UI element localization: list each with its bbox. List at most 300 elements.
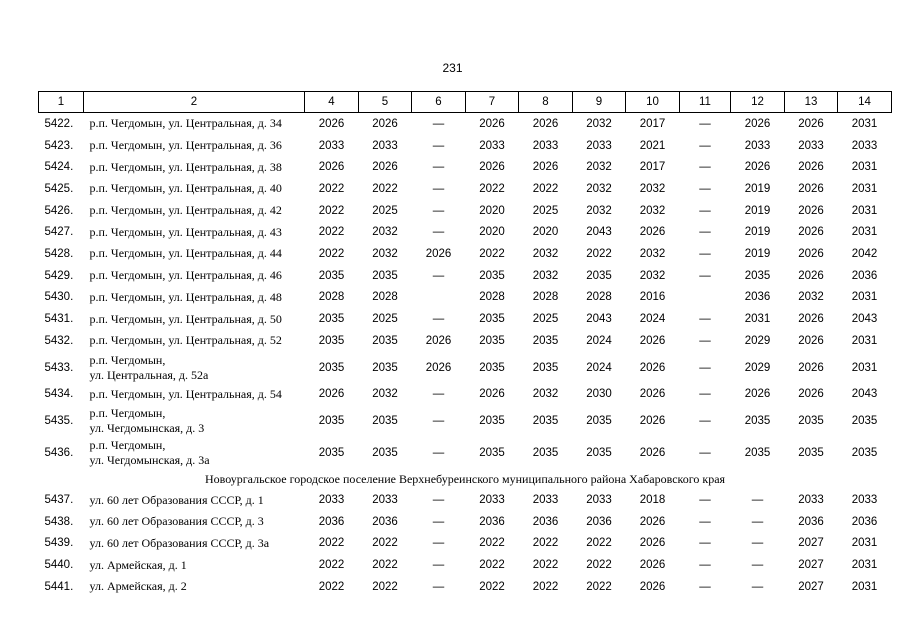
table-row — [39, 221, 892, 243]
table-row — [39, 135, 892, 157]
address-cell: р.п. Чегдомын, ул. Центральная, д. 40 — [89, 181, 282, 196]
year-cell: — — [699, 388, 711, 401]
year-cell: 2018 — [639, 494, 666, 507]
year-cell: 2022 — [318, 226, 345, 239]
year-cell: 2026 — [425, 361, 452, 374]
row-number: 5427. — [44, 226, 74, 239]
year-cell: 2026 — [479, 117, 505, 130]
year-cell: 2026 — [639, 361, 666, 374]
address-cell — [84, 405, 305, 437]
year-cell: 2032 — [532, 269, 559, 282]
year-cell: 2022 — [318, 204, 345, 217]
address-cell: р.п. Чегдомын, ул. Центральная, д. 48 — [89, 289, 282, 304]
year-cell: 2032 — [586, 117, 612, 130]
year-cell: 2032 — [532, 388, 559, 401]
year-cell: 2032 — [372, 226, 398, 239]
address-cell: р.п. Чегдомын, ул. Центральная, д. 52 — [89, 333, 282, 348]
table-row — [39, 489, 892, 511]
year-cell: 2033 — [586, 494, 612, 507]
year-cell: 2031 — [851, 117, 878, 130]
row-number: 5433. — [44, 361, 74, 374]
year-cell: 2026 — [798, 204, 824, 217]
year-cell: 2035 — [372, 415, 398, 428]
year-cell: 2030 — [586, 388, 612, 401]
year-cell: 2022 — [479, 247, 505, 260]
year-cell: — — [699, 580, 711, 593]
year-cell: 2035 — [479, 334, 505, 347]
year-cell: 2022 — [318, 559, 345, 572]
year-cell: 2035 — [372, 447, 398, 460]
year-cell: 2043 — [586, 226, 612, 239]
year-cell: — — [699, 247, 711, 260]
year-cell: 2033 — [851, 494, 878, 507]
table-row — [39, 511, 892, 533]
address-cell: р.п. Чегдомын, ул. Центральная, д. 38 — [89, 159, 282, 174]
year-cell: 2017 — [639, 161, 666, 174]
year-cell: — — [699, 313, 711, 326]
year-cell: 2022 — [479, 182, 505, 195]
year-cell: — — [432, 559, 445, 572]
row-number: 5426. — [44, 204, 74, 217]
row-number: 5436. — [44, 447, 74, 460]
year-cell: 2026 — [639, 559, 666, 572]
year-cell: 2022 — [372, 182, 398, 195]
year-cell: 2026 — [532, 161, 559, 174]
address-line-1: р.п. Чегдомын, — [89, 438, 166, 453]
row-number: 5438. — [44, 515, 74, 528]
year-cell: 2032 — [639, 269, 666, 282]
column-header: 4 — [305, 92, 359, 113]
year-cell: 2026 — [639, 447, 666, 460]
address-cell: ул. 60 лет Образования СССР, д. 1 — [89, 492, 264, 507]
year-cell: 2026 — [639, 415, 666, 428]
row-number: 5423. — [44, 139, 74, 152]
year-cell: 2033 — [318, 494, 345, 507]
year-cell: 2022 — [318, 580, 345, 593]
address-line-2: ул. Чегдомынская, д. 3а — [89, 453, 210, 468]
year-cell: — — [699, 559, 711, 572]
table-row — [39, 265, 892, 287]
address-cell: р.п. Чегдомын, ул. Центральная, д. 42 — [89, 203, 282, 218]
year-cell: 2032 — [639, 247, 666, 260]
year-cell: 2031 — [851, 204, 878, 217]
year-cell: 2035 — [479, 269, 505, 282]
year-cell: 2020 — [532, 226, 559, 239]
year-cell: 2022 — [586, 580, 612, 593]
year-cell: 2020 — [479, 204, 505, 217]
year-cell: — — [432, 226, 445, 239]
table-row — [39, 200, 892, 222]
year-cell: — — [432, 269, 445, 282]
year-cell: — — [751, 494, 764, 507]
column-header: 8 — [519, 92, 573, 113]
year-cell: 2035 — [851, 447, 878, 460]
year-cell: 2024 — [639, 313, 666, 326]
year-cell: — — [699, 447, 711, 460]
year-cell: 2021 — [639, 139, 666, 152]
column-header-row — [39, 92, 892, 113]
year-cell: 2026 — [744, 117, 771, 130]
year-cell: 2026 — [318, 117, 345, 130]
year-cell: — — [699, 182, 711, 195]
column-header: 2 — [84, 92, 305, 113]
year-cell: 2022 — [586, 247, 612, 260]
year-cell: 2032 — [372, 247, 398, 260]
year-cell: 2027 — [798, 537, 824, 550]
year-cell: 2033 — [318, 139, 345, 152]
address-cell: р.п. Чегдомын, ул. Центральная, д. 43 — [89, 224, 282, 239]
year-cell: 2028 — [586, 291, 612, 304]
year-cell: 2025 — [532, 204, 559, 217]
year-cell: 2032 — [586, 182, 612, 195]
year-cell: 2033 — [744, 139, 771, 152]
row-number: 5437. — [44, 494, 74, 507]
address-cell — [84, 437, 305, 469]
year-cell: 2026 — [425, 334, 452, 347]
year-cell: — — [699, 161, 711, 174]
table-row — [39, 287, 892, 309]
column-header: 11 — [680, 92, 731, 113]
year-cell: 2033 — [372, 494, 398, 507]
year-cell: 2036 — [479, 515, 505, 528]
table-row — [39, 308, 892, 330]
address-cell: р.п. Чегдомын, ул. Центральная, д. 54 — [89, 386, 282, 401]
table-row — [39, 576, 892, 598]
table-row — [39, 352, 892, 384]
year-cell: 2016 — [639, 291, 666, 304]
year-cell: 2035 — [479, 415, 505, 428]
year-cell: — — [699, 334, 711, 347]
row-number: 5435. — [44, 415, 74, 428]
year-cell: — — [699, 204, 711, 217]
column-header: 9 — [573, 92, 626, 113]
section-title: Новоургальское городское поселение Верхнебуреинского муниципального района Хабаровского края — [204, 471, 726, 486]
year-cell: 2027 — [798, 559, 824, 572]
year-cell: — — [751, 580, 764, 593]
year-cell: — — [432, 117, 445, 130]
year-cell: — — [432, 415, 445, 428]
year-cell: 2035 — [532, 361, 559, 374]
year-cell: 2022 — [479, 580, 505, 593]
table-row — [39, 178, 892, 200]
year-cell: 2031 — [851, 334, 878, 347]
row-number: 5428. — [44, 247, 74, 260]
year-cell: 2026 — [479, 388, 505, 401]
year-cell: 2029 — [744, 334, 771, 347]
year-cell: 2035 — [479, 313, 505, 326]
row-number: 5429. — [44, 269, 74, 282]
year-cell: 2022 — [532, 559, 559, 572]
year-cell: — — [751, 515, 764, 528]
year-cell: 2026 — [639, 537, 666, 550]
table-row — [39, 243, 892, 265]
year-cell: 2026 — [372, 161, 398, 174]
year-cell: — — [699, 226, 711, 239]
year-cell: 2035 — [798, 447, 824, 460]
year-cell: 2031 — [851, 537, 878, 550]
year-cell: 2026 — [479, 161, 505, 174]
row-number: 5440. — [44, 559, 74, 572]
year-cell: 2026 — [798, 388, 824, 401]
year-cell: — — [432, 580, 445, 593]
address-cell: ул. 60 лет Образования СССР, д. 3а — [89, 535, 270, 550]
year-cell: 2028 — [532, 291, 559, 304]
year-cell: 2026 — [798, 247, 824, 260]
address-cell — [84, 352, 305, 384]
year-cell: 2035 — [318, 447, 345, 460]
year-cell: 2035 — [798, 415, 824, 428]
year-cell: 2024 — [586, 334, 612, 347]
year-cell: — — [432, 388, 445, 401]
year-cell: 2022 — [318, 247, 345, 260]
year-cell: 2043 — [851, 313, 878, 326]
year-cell: 2035 — [372, 361, 398, 374]
year-cell: 2019 — [744, 226, 771, 239]
row-number: 5425. — [44, 182, 74, 195]
row-number: 5422. — [44, 117, 74, 130]
year-cell: 2035 — [851, 415, 878, 428]
address-line-2: ул. Чегдомынская, д. 3 — [89, 421, 205, 436]
year-cell: 2029 — [744, 361, 771, 374]
year-cell: 2033 — [798, 494, 824, 507]
row-number: 5424. — [44, 161, 74, 174]
year-cell: 2024 — [586, 361, 612, 374]
year-cell: 2033 — [479, 494, 505, 507]
year-cell: 2017 — [639, 117, 666, 130]
year-cell: 2035 — [318, 361, 345, 374]
year-cell: 2032 — [639, 182, 666, 195]
year-cell: 2026 — [372, 117, 398, 130]
year-cell: 2026 — [639, 580, 666, 593]
year-cell: 2022 — [372, 537, 398, 550]
year-cell: 2031 — [851, 580, 878, 593]
address-cell: р.п. Чегдомын, ул. Центральная, д. 34 — [89, 116, 282, 131]
year-cell: 2033 — [532, 494, 559, 507]
year-cell: 2026 — [798, 313, 824, 326]
year-cell: 2026 — [798, 226, 824, 239]
year-cell: — — [432, 447, 445, 460]
year-cell: 2035 — [744, 415, 771, 428]
year-cell: 2031 — [851, 182, 878, 195]
year-cell: 2031 — [851, 291, 878, 304]
row-number: 5439. — [44, 537, 74, 550]
year-cell: — — [751, 537, 764, 550]
column-header: 14 — [838, 92, 892, 113]
year-cell: 2035 — [318, 334, 345, 347]
column-header: 6 — [412, 92, 466, 113]
year-cell: 2035 — [586, 447, 612, 460]
year-cell: 2035 — [532, 447, 559, 460]
year-cell: — — [432, 182, 445, 195]
table-row — [39, 554, 892, 576]
address-cell: р.п. Чегдомын, ул. Центральная, д. 44 — [89, 246, 282, 261]
year-cell: 2031 — [851, 226, 878, 239]
year-cell: 2022 — [532, 182, 559, 195]
year-cell: — — [699, 515, 711, 528]
year-cell: 2035 — [318, 313, 345, 326]
table-row — [39, 405, 892, 437]
year-cell: 2022 — [586, 559, 612, 572]
year-cell: — — [699, 494, 711, 507]
year-cell: 2027 — [798, 580, 824, 593]
year-cell: 2025 — [372, 204, 398, 217]
year-cell: 2036 — [586, 515, 612, 528]
year-cell: — — [751, 559, 764, 572]
year-cell: 2026 — [798, 161, 824, 174]
year-cell: 2019 — [744, 204, 771, 217]
year-cell: 2019 — [744, 182, 771, 195]
year-cell: — — [699, 537, 711, 550]
year-cell: 2022 — [586, 537, 612, 550]
address-cell: р.п. Чегдомын, ул. Центральная, д. 36 — [89, 138, 282, 153]
year-cell: — — [432, 161, 445, 174]
year-cell: — — [432, 139, 445, 152]
year-cell: — — [432, 494, 445, 507]
year-cell: 2026 — [639, 515, 666, 528]
year-cell: 2026 — [318, 388, 345, 401]
year-cell: — — [432, 313, 445, 326]
year-cell: 2022 — [372, 559, 398, 572]
year-cell: — — [432, 537, 445, 550]
year-cell: 2026 — [639, 334, 666, 347]
year-cell: 2026 — [798, 117, 824, 130]
address-line-1: р.п. Чегдомын, — [89, 352, 166, 367]
year-cell: 2026 — [425, 247, 452, 260]
year-cell: 2026 — [639, 226, 666, 239]
column-header: 10 — [626, 92, 680, 113]
table-row — [39, 156, 892, 178]
year-cell: 2043 — [586, 313, 612, 326]
column-header: 7 — [466, 92, 519, 113]
column-header: 13 — [785, 92, 838, 113]
row-number: 5432. — [44, 334, 74, 347]
year-cell: 2035 — [744, 269, 771, 282]
year-cell: 2036 — [372, 515, 398, 528]
year-cell: 2035 — [586, 415, 612, 428]
column-header: 12 — [731, 92, 785, 113]
year-cell: 2035 — [479, 361, 505, 374]
table-row — [39, 384, 892, 406]
year-cell: 2022 — [479, 559, 505, 572]
address-cell: ул. Армейская, д. 2 — [89, 579, 187, 594]
table-row — [39, 113, 892, 135]
year-cell: 2032 — [639, 204, 666, 217]
address-line-2: ул. Центральная, д. 52а — [89, 367, 209, 382]
row-number: 5431. — [44, 313, 74, 326]
address-cell: р.п. Чегдомын, ул. Центральная, д. 46 — [89, 268, 282, 283]
year-cell: — — [699, 139, 711, 152]
year-cell: 2031 — [744, 313, 771, 326]
table-row — [39, 437, 892, 469]
year-cell: 2022 — [532, 537, 559, 550]
year-cell: 2033 — [532, 139, 559, 152]
section-header-row — [39, 469, 892, 489]
year-cell: 2019 — [744, 247, 771, 260]
year-cell: 2032 — [798, 291, 824, 304]
year-cell: 2042 — [851, 247, 878, 260]
year-cell — [412, 287, 466, 309]
year-cell: 2028 — [479, 291, 505, 304]
year-cell: 2033 — [586, 139, 612, 152]
year-cell: — — [699, 361, 711, 374]
year-cell: 2026 — [798, 269, 824, 282]
year-cell: 2031 — [851, 361, 878, 374]
year-cell: — — [432, 204, 445, 217]
year-cell: 2035 — [744, 447, 771, 460]
year-cell: 2036 — [851, 515, 878, 528]
year-cell: 2035 — [479, 447, 505, 460]
year-cell: 2025 — [372, 313, 398, 326]
year-cell: 2031 — [851, 161, 878, 174]
year-cell: 2035 — [586, 269, 612, 282]
year-cell — [680, 287, 731, 309]
address-line-1: р.п. Чегдомын, — [89, 406, 166, 421]
year-cell: 2035 — [318, 415, 345, 428]
address-cell: р.п. Чегдомын, ул. Центральная, д. 50 — [89, 311, 282, 326]
year-cell: 2031 — [851, 559, 878, 572]
year-cell: 2033 — [851, 139, 878, 152]
address-cell: ул. Армейская, д. 1 — [89, 557, 187, 572]
year-cell: 2026 — [798, 334, 824, 347]
year-cell: 2032 — [372, 388, 398, 401]
row-number: 5434. — [44, 388, 74, 401]
year-cell: 2026 — [744, 388, 771, 401]
year-cell: — — [432, 515, 445, 528]
table-row — [39, 330, 892, 352]
year-cell: 2026 — [639, 388, 666, 401]
year-cell: 2035 — [372, 269, 398, 282]
year-cell: 2036 — [744, 291, 771, 304]
housing-repair-table — [38, 91, 892, 598]
year-cell: 2036 — [798, 515, 824, 528]
year-cell: 2035 — [372, 334, 398, 347]
year-cell: 2022 — [479, 537, 505, 550]
column-header: 5 — [359, 92, 412, 113]
year-cell: — — [699, 415, 711, 428]
page-number: 231 — [442, 61, 463, 75]
year-cell: 2025 — [532, 313, 559, 326]
year-cell: 2043 — [851, 388, 878, 401]
year-cell: 2032 — [586, 161, 612, 174]
year-cell: — — [699, 117, 711, 130]
table-row — [39, 533, 892, 555]
year-cell: — — [699, 269, 711, 282]
year-cell: 2036 — [532, 515, 559, 528]
row-number: 5441. — [44, 580, 74, 593]
year-cell: 2026 — [318, 161, 345, 174]
year-cell: 2022 — [372, 580, 398, 593]
address-cell: ул. 60 лет Образования СССР, д. 3 — [89, 514, 264, 529]
year-cell: 2032 — [532, 247, 559, 260]
year-cell: 2028 — [318, 291, 345, 304]
year-cell: 2036 — [318, 515, 345, 528]
year-cell: 2035 — [532, 415, 559, 428]
row-number: 5430. — [44, 291, 74, 304]
year-cell: 2032 — [586, 204, 612, 217]
year-cell: 2035 — [532, 334, 559, 347]
year-cell: 2035 — [318, 269, 345, 282]
year-cell: 2026 — [532, 117, 559, 130]
year-cell: 2033 — [798, 139, 824, 152]
year-cell: 2020 — [479, 226, 505, 239]
year-cell: 2033 — [479, 139, 505, 152]
year-cell: 2026 — [798, 361, 824, 374]
year-cell: 2033 — [372, 139, 398, 152]
column-header: 1 — [39, 92, 84, 113]
year-cell: 2026 — [744, 161, 771, 174]
year-cell: 2028 — [372, 291, 398, 304]
year-cell: 2022 — [318, 537, 345, 550]
